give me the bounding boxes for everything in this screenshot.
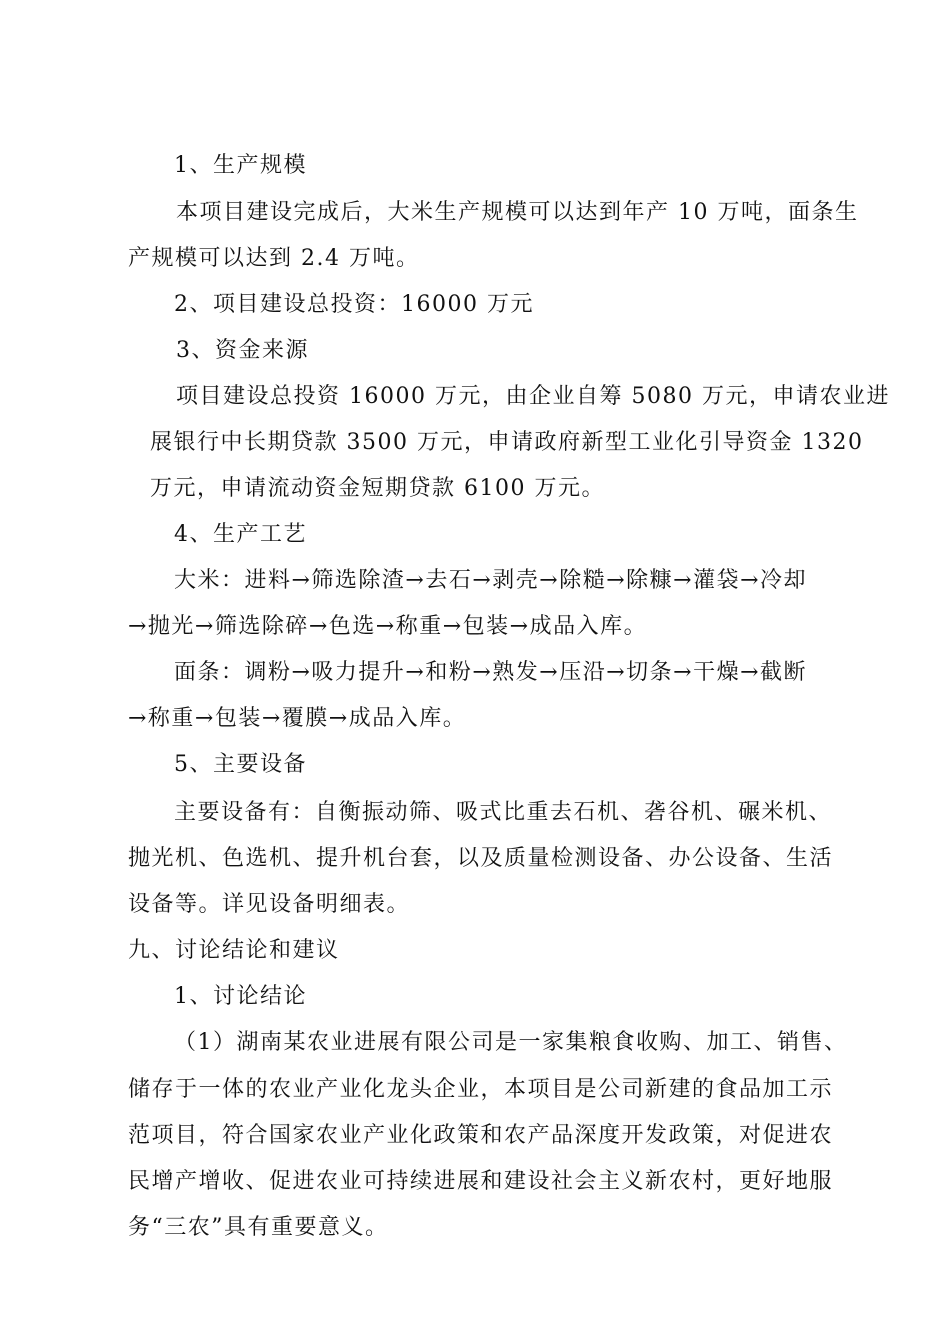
section-4-rice-line-1: 大米：进料→筛选除渣→去石→剥壳→除糙→除糠→灌袋→冷却: [174, 568, 808, 593]
section-3-line-2: 展银行中长期贷款 3500 万元，申请政府新型工业化引导资金 1320: [150, 430, 864, 455]
section-3-line-1: 项目建设总投资 16000 万元，由企业自筹 5080 万元，申请农业进: [176, 384, 890, 409]
section-4-rice-line-2: →抛光→筛选除碎→色选→称重→包装→成品入库。: [128, 614, 648, 639]
section-4-noodle-line-2: →称重→包装→覆膜→成品入库。: [128, 706, 467, 731]
section-1-heading: 1、生产规模: [174, 153, 307, 178]
chapter-9-heading: 九、讨论结论和建议: [128, 938, 340, 963]
section-5-line-1: 主要设备有：自衡振动筛、吸式比重去石机、砻谷机、碾米机、: [174, 800, 833, 825]
section-5-line-2: 抛光机、色选机、提升机台套，以及质量检测设备、办公设备、生活: [128, 846, 834, 871]
paragraph-1-line-3: 范项目，符合国家农业产业化政策和农产品深度开发政策，对促进农: [128, 1123, 834, 1148]
section-3-heading: 3、资金来源: [176, 338, 309, 363]
section-4-heading: 4、生产工艺: [174, 522, 307, 547]
section-5-line-3: 设备等。详见设备明细表。: [128, 892, 411, 917]
section-3-line-3: 万元，申请流动资金短期贷款 6100 万元。: [150, 476, 605, 501]
section-5-heading: 5、主要设备: [174, 752, 307, 777]
paragraph-1-line-1: （1）湖南某农业进展有限公司是一家集粮食收购、加工、销售、: [174, 1030, 848, 1055]
section-4-noodle-line-1: 面条：调粉→吸力提升→和粉→熟发→压沿→切条→干燥→截断: [174, 660, 808, 685]
section-2-heading: 2、项目建设总投资：16000 万元: [174, 292, 534, 317]
paragraph-1-line-4: 民增产增收、促进农业可持续进展和建设社会主义新农村，更好地服: [128, 1169, 834, 1194]
chapter-9-subheading: 1、讨论结论: [174, 984, 307, 1009]
paragraph-1-line-5: 务“三农”具有重要意义。: [128, 1215, 389, 1240]
section-1-line-1: 本项目建设完成后，大米生产规模可以达到年产 10 万吨，面条生: [176, 200, 859, 225]
section-1-line-2: 产规模可以达到 2.4 万吨。: [128, 246, 420, 271]
paragraph-1-line-2: 储存于一体的农业产业化龙头企业，本项目是公司新建的食品加工示: [128, 1077, 834, 1102]
